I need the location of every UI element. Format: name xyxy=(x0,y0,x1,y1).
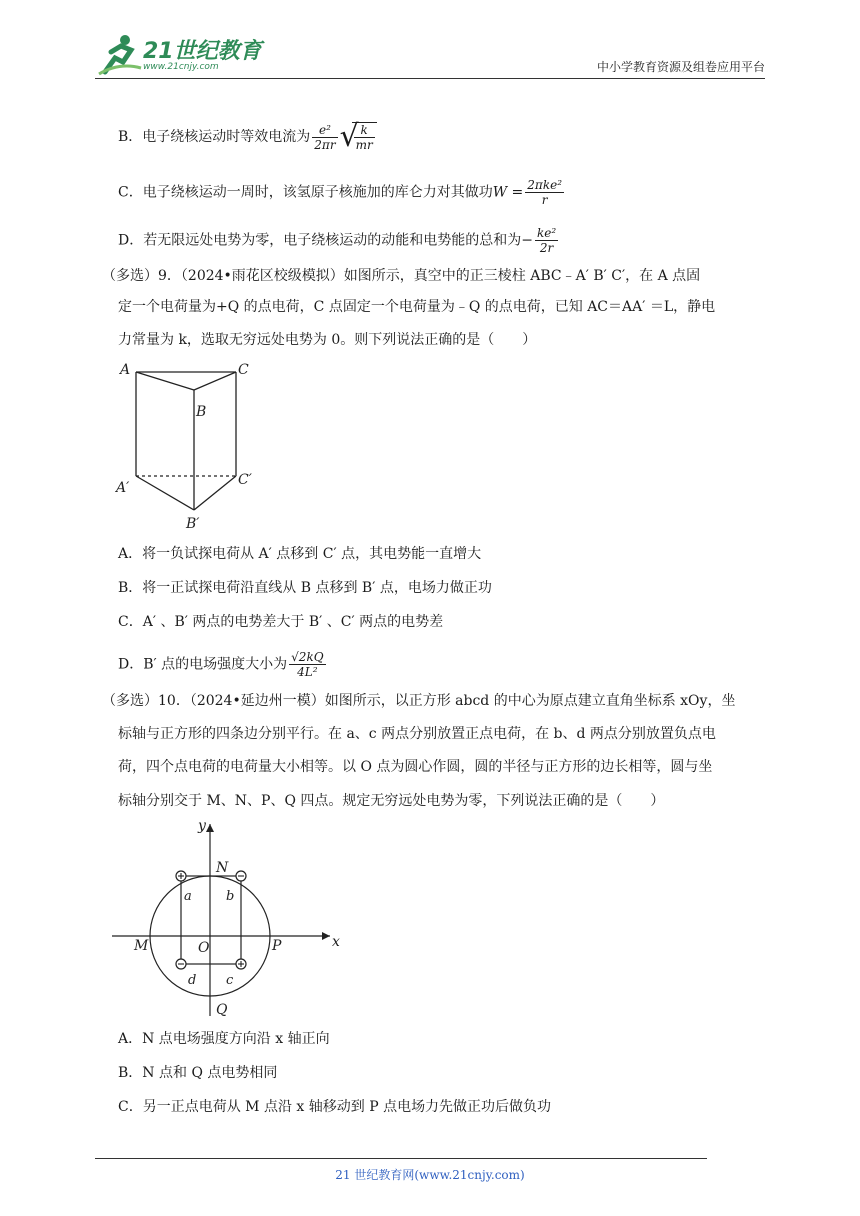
vertex-b-label: B xyxy=(196,404,207,420)
q10-stem-line-4: 标轴分别交于 M、N、P、Q 四点。规定无穷远处电势为零，下列说法正确的是（ ） xyxy=(118,793,665,809)
q10-option-c: C．另一正点电荷从 M 点沿 x 轴移动到 P 点电场力先做正功后做负功 xyxy=(118,1099,552,1115)
point-p-label: P xyxy=(272,938,282,954)
q9-option-d-text: D．B′ 点的电场强度大小为 xyxy=(118,656,288,673)
vertex-a-label: A xyxy=(120,362,131,378)
sqrt-denominator: mr xyxy=(355,138,373,152)
q9-stem-line-2: 定一个电荷量为+Q 的点电荷，C 点固定一个电荷量为﹣Q 的点电荷，已知 AC＝AA′ ＝L，静电 xyxy=(118,299,716,315)
vertex-c-prime-label: C′ xyxy=(238,472,252,488)
point-o-label: O xyxy=(198,940,210,956)
q8-option-b-text: B．电子绕核运动时等效电流为 xyxy=(118,129,311,145)
site-logo[interactable] xyxy=(95,32,265,76)
q9-prism-figure xyxy=(112,360,272,532)
q10-stem-line-3: 荷，四个点电荷的电荷量大小相等。以 O 点为圆心作圆，圆的半径与正方形的边长相等，圆与坐 xyxy=(118,759,713,775)
charge-a-label: a xyxy=(184,889,192,904)
q8-option-b-fraction xyxy=(312,123,337,152)
page-header xyxy=(95,28,765,80)
q8-option-c-fraction xyxy=(525,178,564,207)
charge-b-label: b xyxy=(226,889,235,904)
platform-name: 中小学教育资源及组卷应用平台 xyxy=(596,60,765,74)
q9-option-a: A．将一负试探电荷从 A′ 点移到 C′ 点，其电势能一直增大 xyxy=(118,546,482,562)
fraction-numerator: √2kQ xyxy=(291,650,324,664)
q10-coordinate-figure xyxy=(112,816,352,1020)
q8-option-b xyxy=(118,119,377,154)
y-axis-arrow-icon xyxy=(206,824,214,832)
q9-stem-line-3: 力常量为 k，选取无穷远处电势为 0。则下列说法正确的是（ ） xyxy=(118,332,537,348)
logo-url: www.21cnjy.com xyxy=(143,62,219,72)
point-n-label: N xyxy=(216,860,229,876)
footer-link[interactable]: 21 世纪教育网(www.21cnjy.com) xyxy=(335,1168,525,1182)
q8-option-d xyxy=(118,226,560,255)
q9-option-d xyxy=(118,650,328,679)
fraction-numerator: ke² xyxy=(536,226,557,240)
q10-stem-line-2: 标轴与正方形的四条边分别平行。在 a、c 两点分别放置正点电荷，在 b、d 两点分别放置负点电 xyxy=(118,726,716,742)
header-divider xyxy=(95,78,765,79)
point-m-label: M xyxy=(134,938,149,954)
q8-option-c-lhs: W = xyxy=(492,184,524,201)
x-axis-label: x xyxy=(332,934,340,950)
fraction-numerator: e² xyxy=(312,123,337,138)
fraction-denominator: 2πr xyxy=(314,137,336,152)
vertex-c-label: C xyxy=(238,362,249,378)
runner-logo-icon xyxy=(95,32,143,76)
fraction-denominator: 4L² xyxy=(297,665,318,679)
q10-option-b: B．N 点和 Q 点电势相同 xyxy=(118,1065,278,1081)
q10-option-a: A．N 点电场强度方向沿 x 轴正向 xyxy=(118,1031,330,1047)
q8-option-c-text: C．电子绕核运动一周时，该氢原子核施加的库仑力对其做功 xyxy=(118,184,493,201)
footer-divider xyxy=(95,1158,707,1159)
fraction-denominator: 2r xyxy=(539,241,554,255)
vertex-b-prime-label: B′ xyxy=(186,516,200,532)
point-q-label: Q xyxy=(216,1002,228,1018)
logo-title: 21世纪教育 xyxy=(143,39,262,64)
q9-option-d-fraction xyxy=(289,650,325,679)
q8-option-c xyxy=(118,178,566,207)
vertex-a-prime-label: A′ xyxy=(116,480,130,496)
q9-option-b: B．将一正试探电荷沿直线从 B 点移到 B′ 点，电场力做正功 xyxy=(118,580,492,596)
q9-stem-line-1: （多选）9．（2024•雨花区校级模拟）如图所示，真空中的正三棱柱 ABC﹣A′ B′ C′，在 A 点固 xyxy=(102,268,701,284)
q9-option-c: C．A′ 、B′ 两点的电势差大于 B′ 、C′ 两点的电势差 xyxy=(118,614,444,630)
q8-option-d-fraction xyxy=(535,226,558,255)
q8-option-d-text: D．若无限远处电势为零，电子绕核运动的动能和电势能的总和为 xyxy=(118,232,522,249)
charge-d-label: d xyxy=(188,973,197,988)
q10-stem-line-1: （多选）10．（2024•延边州一模）如图所示，以正方形 abcd 的中心为原点建立直角坐标系 xOy，坐 xyxy=(102,693,736,709)
fraction-denominator: r xyxy=(541,193,548,207)
sqrt-numerator: k xyxy=(354,123,375,138)
q8-option-b-sqrt xyxy=(339,119,377,154)
y-axis-label: y xyxy=(198,818,206,834)
minus-sign: − xyxy=(521,232,533,249)
sqrt-icon: √ xyxy=(339,119,359,154)
x-axis-arrow-icon xyxy=(322,932,330,940)
fraction-numerator: 2πke² xyxy=(527,178,563,192)
charge-c-label: c xyxy=(226,973,234,988)
